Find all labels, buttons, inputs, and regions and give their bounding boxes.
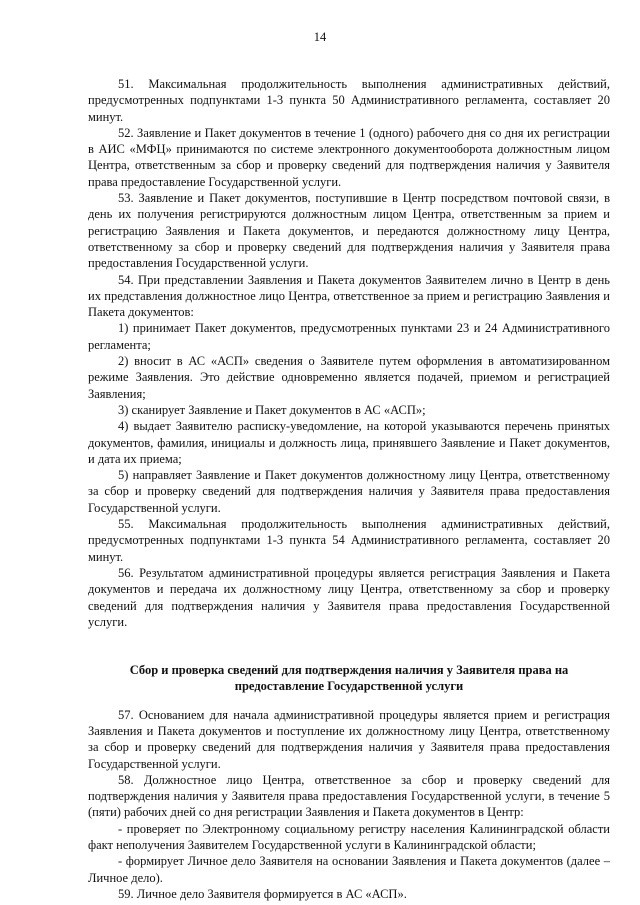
section-heading: Сбор и проверка сведений для подтверждения наличия у Заявителя права на предоставление Государственной услуги <box>129 663 569 694</box>
page-number: 14 <box>313 30 327 44</box>
paragraph-53: 53. Заявление и Пакет документов, поступившие в Центр посредством почтовой связи, в день их получения регистрируются должностным лицом Центра, ответственным за прием и регистрацию Заявления и Пакета документов, и передаются должностному лицу Центра, ответственному за сбор и проверку сведений для подтверждения наличия у Заявителя права предоставления Государственной услуги. <box>88 191 610 271</box>
paragraph-56: 56. Результатом административной процедуры является регистрация Заявления и Пакета документов и передача их должностному лицу Центра, ответственному за сбор и проверку сведений для подтверждения наличия у Заявителя права предоставления Государственной услуги. <box>88 565 610 629</box>
paragraph-55: 55. Максимальная продолжительность выполнения административных действий, предусмотренных подпунктами 1-3 пункта 54 Административного регламента, составляет 20 минут. <box>88 517 610 564</box>
paragraph-52: 52. Заявление и Пакет документов в течение 1 (одного) рабочего дня со дня их регистрации в АИС «МФЦ» принимаются по системе электронного документооборота должностным лицом Центра, ответственным за сбор и проверку сведений для подтверждения наличия у Заявителя права предоставление Государственной услуги. <box>88 125 610 189</box>
paragraph-54: 54. При представлении Заявления и Пакета документов Заявителем лично в Центр в день их представления должностное лицо Центра, ответственное за прием и регистрацию Заявления и Пакета документов: <box>88 272 610 320</box>
list-item-58-1: - проверяет по Электронному социальному регистру населения Калининградской области факт неполучения Заявителем Государственной услуги в Калининградской области; <box>88 821 610 853</box>
paragraph-51: 51. Максимальная продолжительность выполнения административных действий, предусмотренных подпунктами 1-3 пункта 50 Административного регламента, составляет 20 минут. <box>88 77 610 124</box>
spacer <box>88 630 610 650</box>
list-item-54-2: 2) вносит в АС «АСП» сведения о Заявителе путем оформления в автоматизированном режиме Заявления. Это действие одновременно является подачей, приемом и регистрацией Заявления; <box>88 354 610 401</box>
paragraph-58: 58. Должностное лицо Центра, ответственное за сбор и проверку сведений для подтверждения наличия у Заявителя права предоставления Государственной услуги, в течение 5 (пяти) рабочих дней со дня регистрации Заявления и Пакета документов в Центр: <box>88 772 610 820</box>
list-item-54-5: 5) направляет Заявление и Пакет документов должностному лицу Центра, ответственному за сбор и проверку сведений для подтверждения наличия у Заявителя права предоставления Государственной услуги. <box>88 468 610 515</box>
spacer <box>88 695 610 707</box>
list-item-58-2: - формирует Личное дело Заявителя на основании Заявления и Пакета документов (далее – Личное дело). <box>88 854 610 885</box>
paragraph-59: 59. Личное дело Заявителя формируется в АС «АСП». <box>118 886 407 901</box>
list-item-54-3: 3) сканирует Заявление и Пакет документов в АС «АСП»; <box>118 402 426 417</box>
paragraph-57: 57. Основанием для начала административной процедуры является прием и регистрация Заявления и Пакета документов и поступление их должностному лицу Центра, ответственному за сбор и проверку сведений для подтверждения наличия у Заявителя права предоставления Государственной услуги. <box>88 707 610 771</box>
list-item-54-1: 1) принимает Пакет документов, предусмотренных пунктами 23 и 24 Административного регламента; <box>88 321 610 352</box>
list-item-54-4: 4) выдает Заявителю расписку-уведомление, на которой указываются перечень принятых документов, фамилия, инициалы и должность лица, принявшего Заявление и Пакет документов, и дата их приема; <box>88 419 610 466</box>
page-content <box>88 76 610 902</box>
